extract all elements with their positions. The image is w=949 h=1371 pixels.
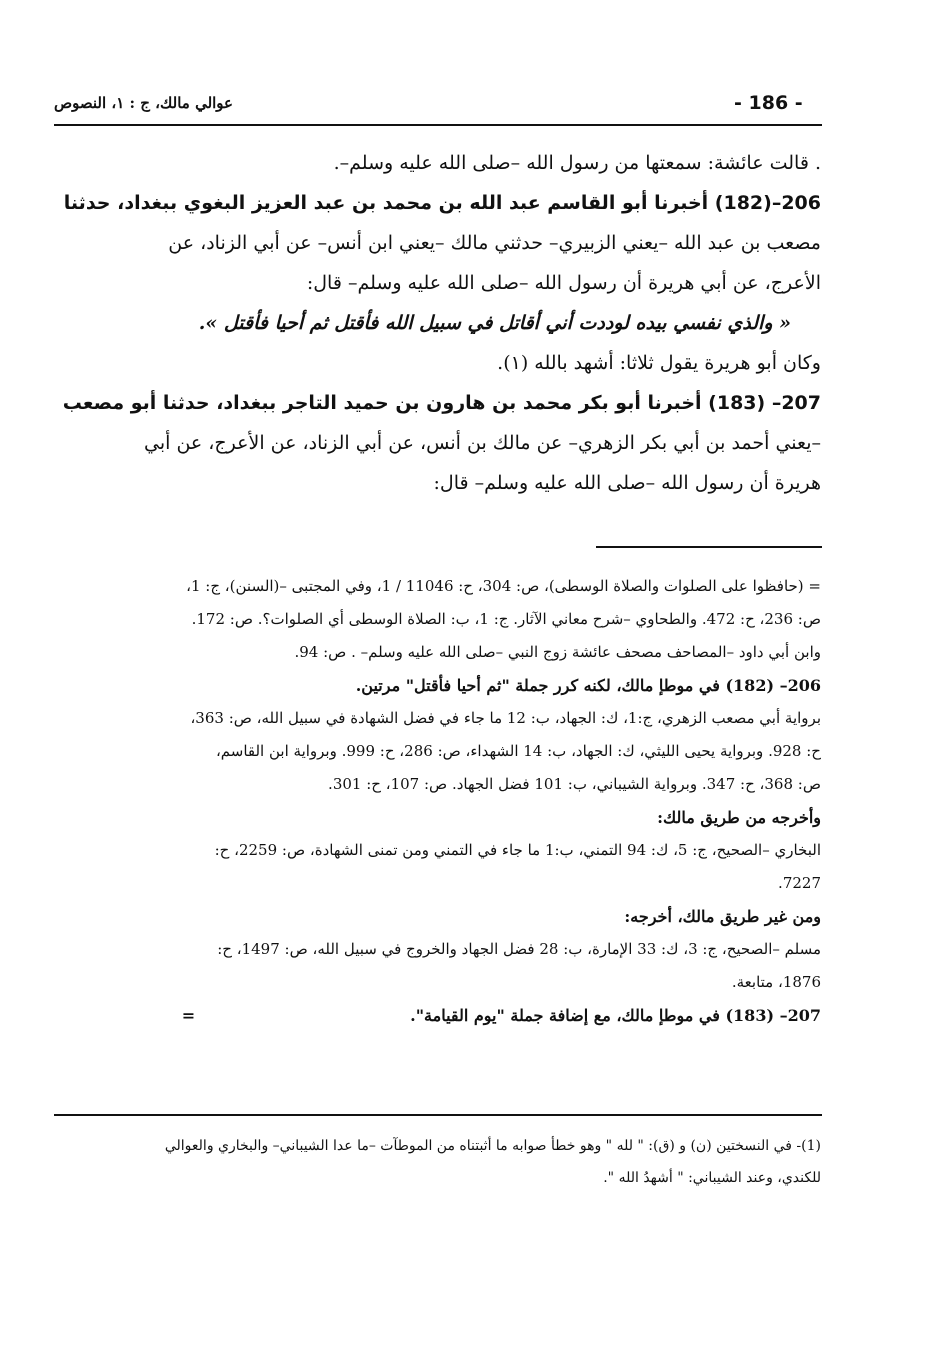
note-subheading: وأخرجه من طريق مالك:: [657, 808, 821, 827]
footnote-separator: [54, 1114, 822, 1116]
note-line: ص: 236، ح: 472. والطحاوي –شرح معاني الآثار. ج: 1، ب: الصلاة الوسطى أي الصلوات؟. ص: 172.: [191, 610, 821, 628]
text-line: مصعب بن عبد الله –يعني الزبيري– حدثني مالك –يعني ابن أنس– عن أبي الزناد، عن: [168, 232, 821, 254]
note-heading-207: [49, 999, 821, 1032]
main-text: [49, 143, 821, 503]
text-line: هريرة أن رسول الله –صلى الله عليه وسلم– قال:: [433, 472, 821, 494]
note-line: ص: 368، ح: 347. وبرواية الشيباني، ب: 101 فضل الجهاد. ص: 107، ح: 301.: [328, 775, 821, 793]
page-header: [54, 86, 822, 118]
footnotes: [49, 1130, 821, 1194]
note-line: 7227.: [778, 874, 821, 892]
hadith-206-line: 206–(182) أخبرنا أبو القاسم عبد الله بن محمد بن عبد العزيز البغوي ببغداد، حدثنا: [63, 192, 821, 214]
note-line: البخاري –الصحيح، ج: 5، ك: 94 التمني، ب:1 ما جاء في التمني ومن تمنى الشهادة، ص: 2259، ح:: [214, 841, 821, 859]
note-heading-206: 206– (182) في موطإ مالك، لكنه كرر جملة "ثم أحيا فأقتل" مرتين.: [355, 676, 821, 695]
text-line: . قالت عائشة: سمعتها من رسول الله –صلى الله عليه وسلم–.: [333, 152, 821, 174]
header-rule: [54, 124, 822, 126]
text-line: –يعني أحمد بن أبي بكر الزهري– عن مالك بن أنس، عن أبي الزناد، عن الأعرج، عن أبي: [144, 432, 821, 454]
hadith-quote: « والذي نفسي بيده لوددت أني أقاتل في سبيل الله فأقتل ثم أحيا فأقتل ».: [198, 312, 791, 334]
running-head: عوالي مالك، ج : ١، النصوص: [54, 94, 234, 112]
text-line: الأعرج، عن أبي هريرة أن رسول الله –صلى الله عليه وسلم– قال:: [306, 272, 821, 294]
page-number: - 186 -: [734, 92, 803, 114]
note-line: 1876، متابعة.: [731, 973, 821, 991]
note-subheading: ومن غير طريق مالك، أخرجه:: [624, 907, 821, 926]
takhrij-notes: [49, 570, 821, 1032]
hadith-207-line: 207– (183) أخبرنا أبو بكر محمد بن هارون بن حميد التاجر ببغداد، حدثنا أبو مصعب: [62, 392, 821, 414]
text-line: وكان أبو هريرة يقول ثلاثا: أشهد بالله (١).: [497, 352, 821, 374]
footnote-line: للكندي، وعند الشيباني: " أشهدُ الله ".: [603, 1170, 821, 1186]
note-line: مسلم –الصحيح، ج: 3، ك: 33 الإمارة، ب: 28 فضل الجهاد والخروج في سبيل الله، ص: 1497، ح:: [217, 940, 821, 958]
footnote-line: (1)- في النسختين (ن) و (ق): " لله " وهو خطأ صوابه ما أثبتناه من الموطآت –ما عدا الشيباني– والبخاري والعوالي: [164, 1138, 821, 1154]
note-line: برواية أبي مصعب الزهري، ج:1، ك: الجهاد، ب: 12 ما جاء في فضل الشهادة في سبيل الله، ص: 363،: [190, 709, 821, 727]
note-line: = (حافظوا على الصلوات والصلاة الوسطى)، ص: 304، ح: 11046 / 1، وفي المجتبى –(السنن)، ج: 1،: [186, 577, 821, 595]
continuation-mark: =: [181, 1006, 196, 1025]
note-heading-207-text: 207– (183) في موطإ مالك، مع إضافة جملة "يوم القيامة".: [410, 1006, 821, 1025]
note-line: وابن أبي داود –المصاحف مصحف عائشة زوج النبي –صلى الله عليه وسلم– . ص: 94.: [294, 643, 821, 661]
notes-separator: [596, 546, 822, 548]
note-line: ح: 928. وبرواية يحيى الليثي، ك: الجهاد، ب: 14 الشهداء، ص: 286، ح: 999. وبرواية ابن القاسم،: [215, 742, 821, 760]
